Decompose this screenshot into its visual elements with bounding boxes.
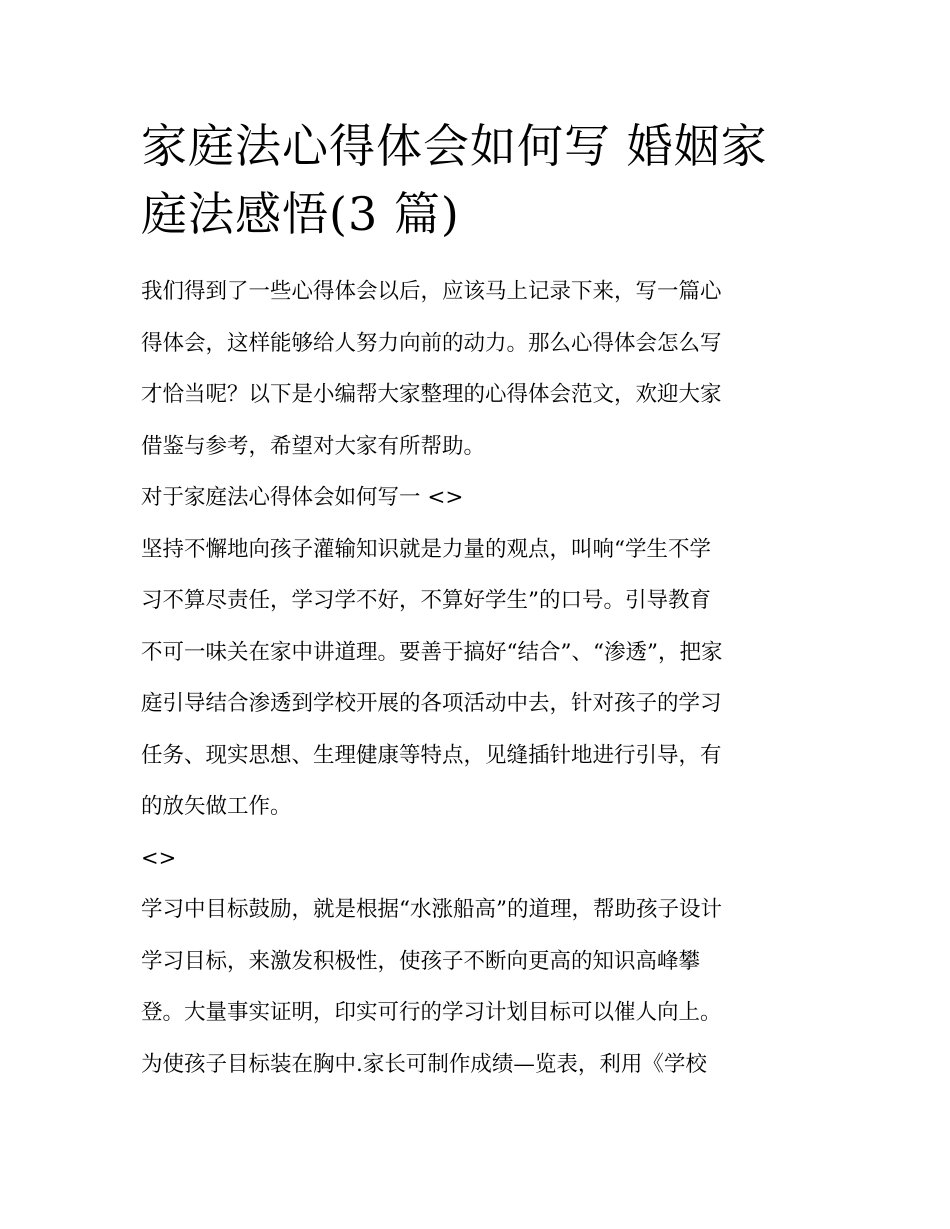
text-line: 不可一味关在家中讲道理。要善于搞好“结合”、“渗透”，把家 — [141, 639, 723, 665]
text-line: 坚持不懈地向孩子灌输知识就是力量的观点，叫响“学生不学 — [141, 536, 711, 562]
text-line: 学习目标，来激发积极性，使孩子不断向更高的知识高峰攀 — [141, 948, 701, 974]
text-line: 借鉴与参考，希望对大家有所帮助。 — [141, 433, 486, 459]
section-heading — [141, 472, 813, 524]
text-line: 庭引导结合渗透到学校开展的各项活动中去，针对孩子的学习 — [141, 691, 722, 716]
text-line: 习不算尽责任，学习学不好，不算好学生”的口号。引导教育 — [141, 588, 711, 613]
text-line: 得体会，这样能够给人努力向前的动力。那么心得体会怎么写 — [141, 330, 722, 356]
text-line: <> — [141, 845, 177, 870]
title-line: 庭法感悟(3 篇) — [141, 187, 460, 241]
text-line: 才恰当呢？以下是小编帮大家整理的心得体会范文，欢迎大家 — [141, 382, 722, 407]
document-page — [141, 112, 813, 1090]
separator-marker — [141, 833, 813, 885]
body-paragraph-2 — [141, 884, 813, 1090]
intro-paragraph — [141, 266, 813, 472]
title-line: 家庭法心得体会如何写 婚姻家 — [141, 119, 768, 173]
text-line: 学习中目标鼓励，就是根据“水涨船高”的道理，帮助孩子设计 — [141, 897, 722, 922]
body-paragraph-1 — [141, 524, 813, 833]
document-title — [141, 112, 813, 248]
text-line: 为使孩子目标装在胸中.家长可制作成绩—览表，利用《学校 — [141, 1051, 707, 1077]
text-line: 对于家庭法心得体会如何写一 <> — [141, 485, 464, 510]
text-line: 我们得到了一些心得体会以后，应该马上记录下来，写一篇心 — [141, 279, 722, 304]
text-line: 登。大量事实证明，印实可行的学习计划目标可以催人向上。 — [141, 1000, 722, 1025]
text-line: 任务、现实思想、生理健康等特点，见缝插针地进行引导，有 — [141, 742, 722, 768]
text-line: 的放矢做工作。 — [141, 794, 292, 819]
